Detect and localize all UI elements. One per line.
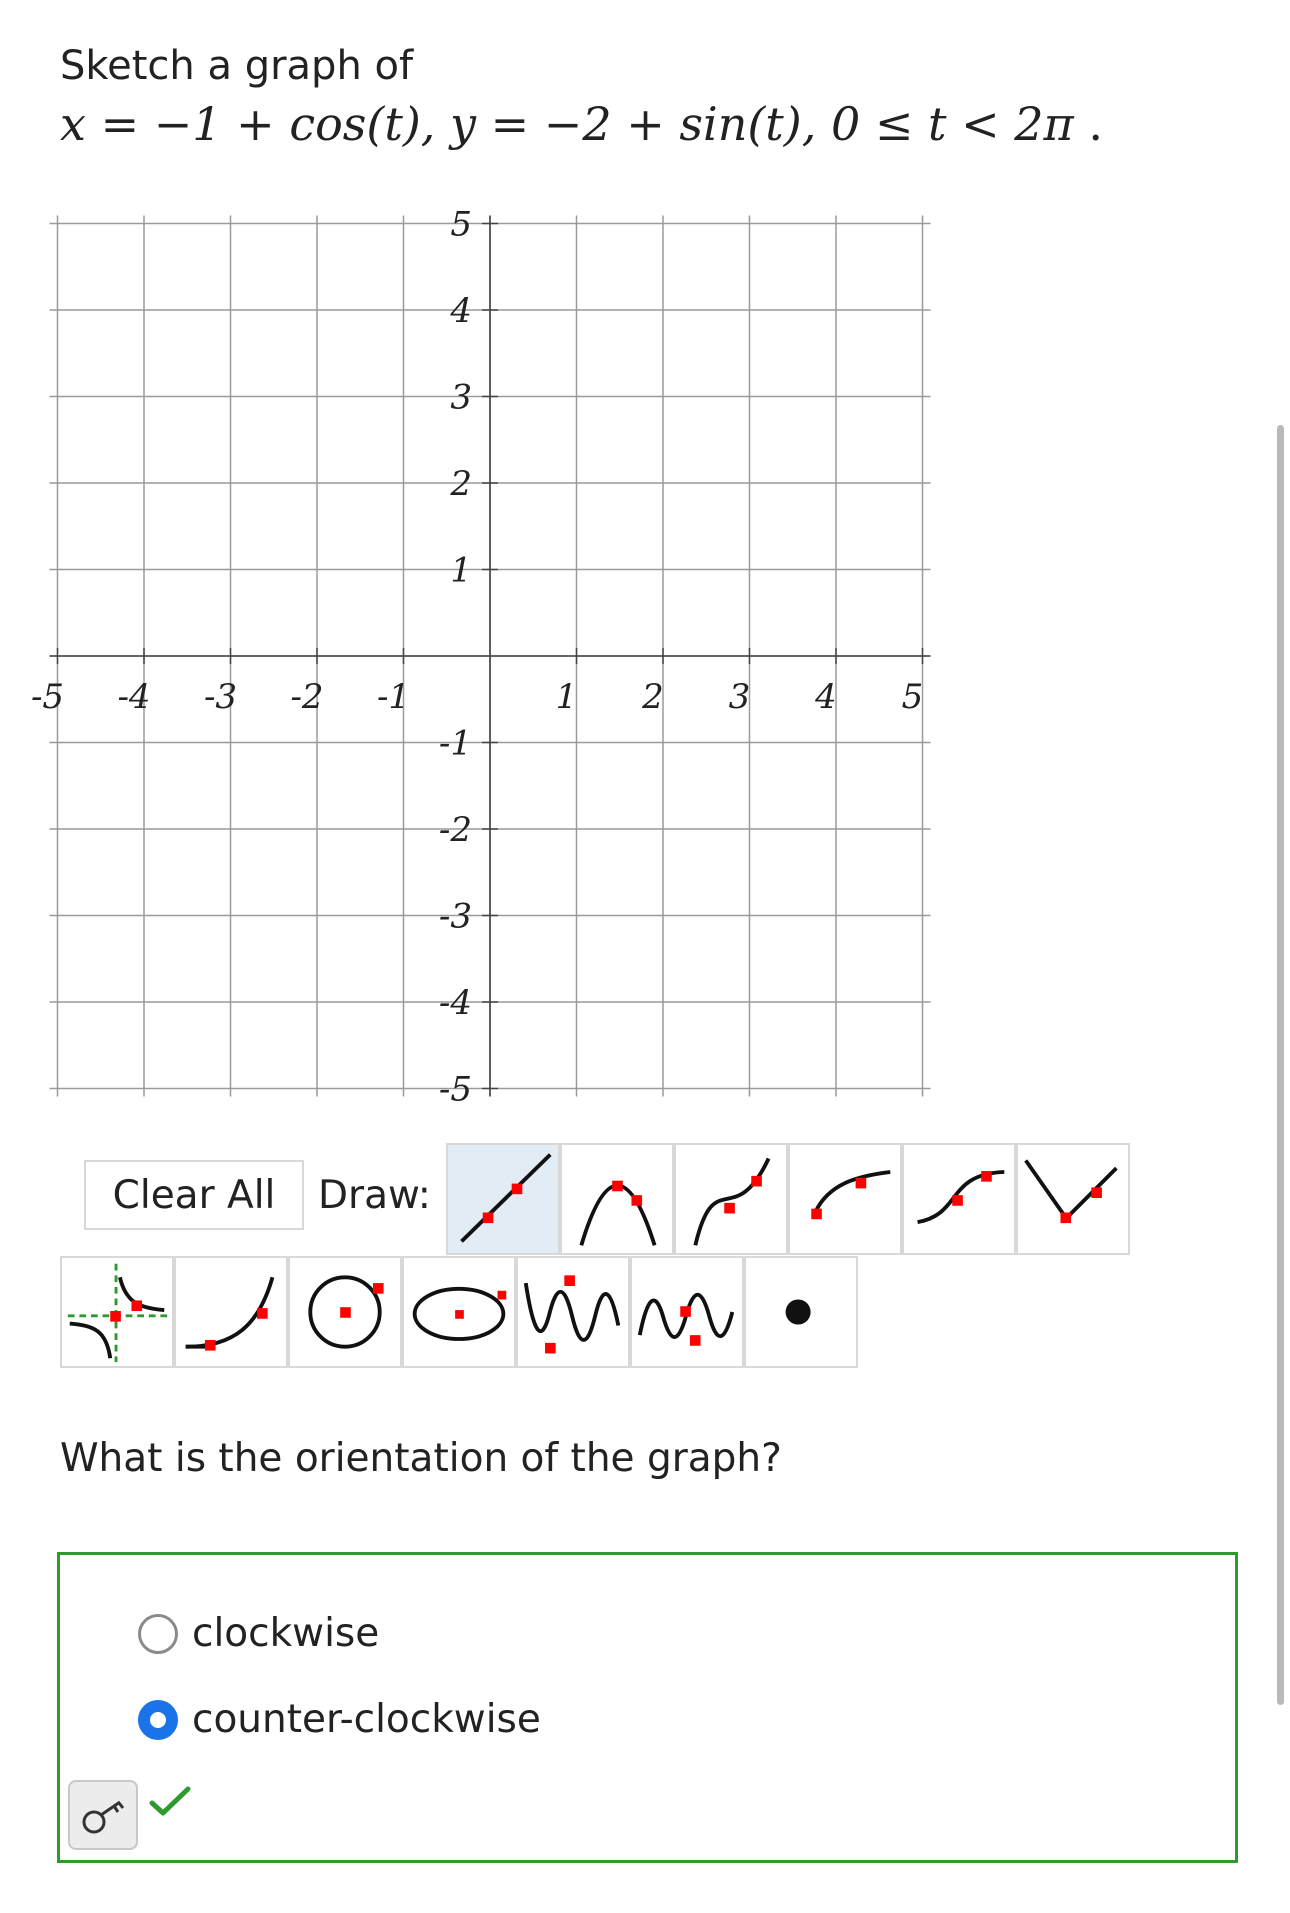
x-equation: x = −1 + cos(t), xyxy=(60,97,436,151)
graph-canvas[interactable] xyxy=(30,204,960,1120)
absolute-value-tool-icon[interactable] xyxy=(1016,1143,1130,1255)
option-clockwise[interactable] xyxy=(138,1611,379,1656)
y-tick-label: -3 xyxy=(438,896,472,937)
y-tick-label: 1 xyxy=(450,550,472,591)
orientation-question: What is the orientation of the graph? xyxy=(60,1436,782,1481)
y-tick-label: 3 xyxy=(450,377,472,418)
formula-end: . xyxy=(1088,97,1104,151)
key-icon[interactable] xyxy=(68,1780,138,1850)
rational-tool-icon[interactable] xyxy=(60,1256,174,1368)
radio-counter-clockwise[interactable] xyxy=(138,1700,178,1740)
x-tick-label: 2 xyxy=(642,677,664,717)
line-tool-icon[interactable] xyxy=(446,1143,560,1255)
x-tick-label: 3 xyxy=(728,677,751,717)
cubic-tool-icon[interactable] xyxy=(674,1143,788,1255)
circle-tool-icon[interactable] xyxy=(288,1256,402,1368)
option-counter-clockwise[interactable] xyxy=(138,1697,541,1742)
point-tool-icon[interactable] xyxy=(744,1256,858,1368)
y-tick-label: 2 xyxy=(450,464,472,504)
x-tick-label: -3 xyxy=(203,677,238,717)
y-tick-label: -5 xyxy=(438,1069,472,1110)
clear-all-button[interactable]: Clear All xyxy=(84,1160,304,1230)
y-tick-label: 4 xyxy=(450,291,472,331)
exponential-tool-icon[interactable] xyxy=(174,1256,288,1368)
x-tick-label: -1 xyxy=(376,677,411,717)
draw-label: Draw: xyxy=(318,1172,431,1218)
x-tick-label: 4 xyxy=(815,677,837,717)
parabola-tool-icon[interactable] xyxy=(560,1143,674,1255)
radio-clockwise[interactable] xyxy=(138,1614,178,1654)
y-equation: y = −2 + sin(t), xyxy=(450,97,817,151)
cosine-tool-icon[interactable] xyxy=(630,1256,744,1368)
x-tick-label: 5 xyxy=(901,677,924,717)
x-tick-label: 1 xyxy=(555,677,578,717)
x-tick-label: -4 xyxy=(117,677,151,717)
checkmark-icon xyxy=(148,1783,192,1823)
ellipse-tool-icon[interactable] xyxy=(402,1256,516,1368)
x-tick-label: -5 xyxy=(30,677,65,717)
sine-tool-icon[interactable] xyxy=(516,1256,630,1368)
x-tick-label: -2 xyxy=(290,677,324,717)
scrollbar[interactable] xyxy=(1277,425,1284,1705)
y-tick-label: -4 xyxy=(438,983,472,1023)
option-clockwise-label: clockwise xyxy=(192,1611,380,1656)
y-tick-label: -2 xyxy=(438,810,472,850)
answer-box xyxy=(57,1552,1238,1863)
y-tick-label: 5 xyxy=(450,204,472,245)
option-counter-clockwise-label: counter-clockwise xyxy=(192,1697,541,1742)
sqrt-tool-icon[interactable] xyxy=(788,1143,902,1255)
y-tick-label: -1 xyxy=(438,723,472,764)
cbrt-tool-icon[interactable] xyxy=(902,1143,1016,1255)
t-domain: 0 ≤ t < 2π xyxy=(830,97,1074,151)
question-prompt: Sketch a graph of xyxy=(60,43,414,89)
parametric-equations xyxy=(60,94,1103,154)
